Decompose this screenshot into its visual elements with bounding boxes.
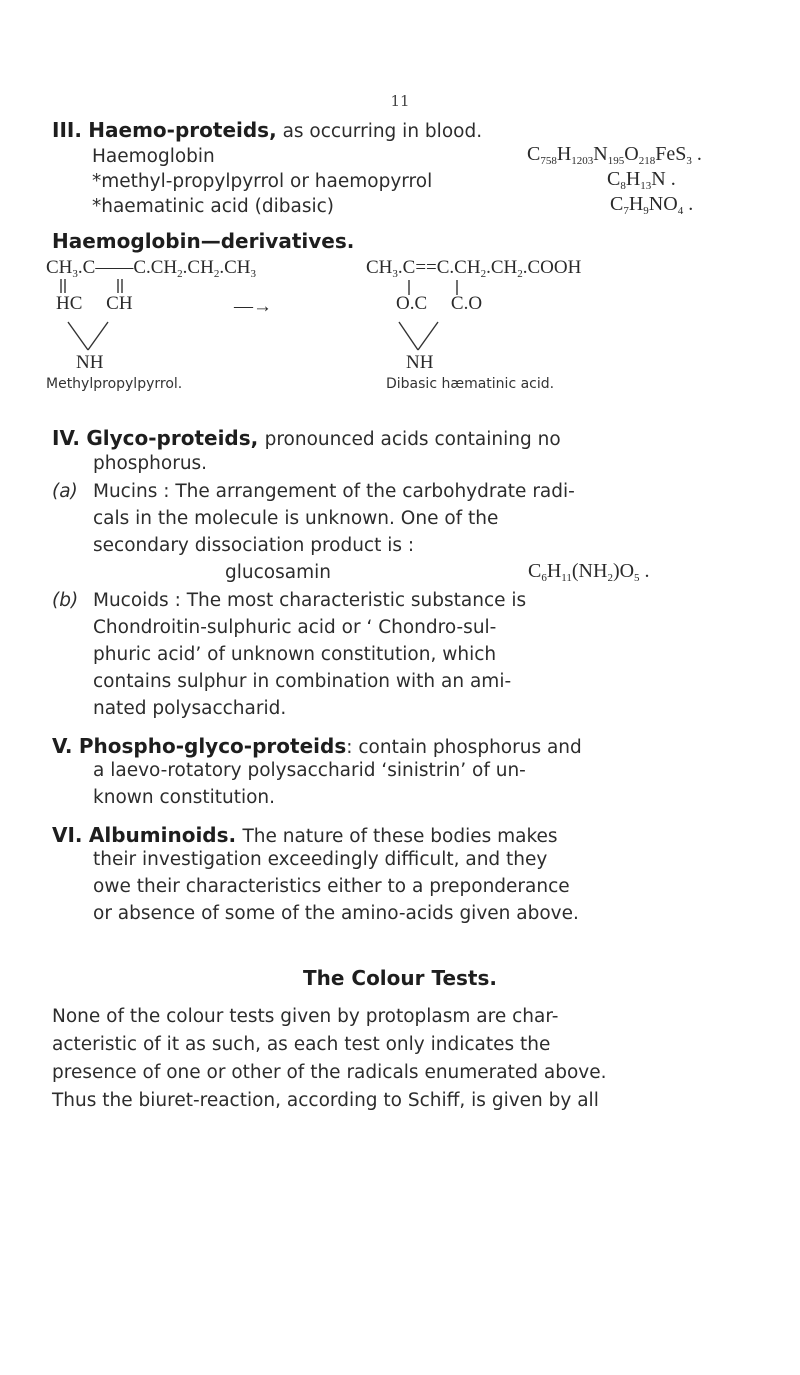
colour-tests-title: The Colour Tests. (302, 966, 497, 990)
haematinic-acid-formula: $C_7H_9NO_4$ . (610, 193, 694, 217)
bond-right-v-1 (399, 322, 418, 350)
section-v-line-2: a laevo-rotatory polysaccharid ‘sinistrin’ of un- (93, 760, 526, 781)
derivatives-heading: Haemoglobin—derivatives. (52, 229, 355, 253)
methylpropylpyrrol-nh: NH (76, 352, 104, 373)
section-v-line-3: known constitution. (93, 787, 276, 808)
haematinic-nh: NH (406, 352, 434, 373)
bond-right-v-2 (418, 322, 438, 350)
methylpropylpyrrol-middle-row: HC CH (56, 293, 133, 314)
colour-tests-line-3: presence of one or other of the radicals enumerated above. (52, 1062, 607, 1083)
mucoids-line-3: phuric acid’ of unknown constitution, which (93, 644, 497, 665)
mucoids-label: (b) (52, 590, 79, 611)
section-iv-line-2: phosphorus. (93, 453, 208, 474)
mucoids-line-1: Mucoids : The most characteristic substance is (93, 590, 527, 611)
section-vi-line-3: owe their characteristics either to a preponderance (93, 876, 570, 897)
glucosamin-name: glucosamin (225, 562, 331, 583)
mucins-line-2: cals in the molecule is unknown. One of the (93, 508, 499, 529)
mucoids-line-5: nated polysaccharid. (93, 698, 287, 719)
section-v-number: V. (52, 734, 73, 758)
colour-tests-line-1: None of the colour tests given by protoplasm are char- (52, 1006, 559, 1027)
section-iii-title: Haemo-proteids, (88, 118, 277, 142)
mucins-line-3: secondary dissociation product is : (93, 535, 415, 556)
haematinic-middle-row: O.C C.O (396, 293, 483, 314)
section-vi-number: VI. (52, 823, 83, 847)
section-v-heading (52, 733, 582, 761)
haemopyrrol-formula: $C_8H_{13}N$ . (607, 168, 676, 192)
section-vi-line-2: their investigation exceedingly difficult, and they (93, 849, 548, 870)
mucoids-line-4: contains sulphur in combination with an ami- (93, 671, 512, 692)
reaction-arrow: —→ (234, 296, 272, 317)
section-vi-line-4: or absence of some of the amino-acids given above. (93, 903, 579, 924)
section-v-line-1: : contain phosphorus and (346, 737, 582, 758)
colour-tests-line-4: Thus the biuret-reaction, according to Schiff, is given by all (52, 1090, 599, 1111)
mucins-label: (a) (52, 481, 78, 502)
mucoids-line-2: Chondroitin-sulphuric acid or ‘ Chondro-sul- (93, 617, 497, 638)
glucosamin-formula: $C_6H_{11}(NH_2)O_5$ . (528, 560, 650, 584)
section-iii-number: III. (52, 118, 82, 142)
section-iv-title: Glyco-proteids, (86, 426, 259, 450)
section-iv-heading (52, 425, 561, 453)
haemopyrrol-name: *methyl-propylpyrrol or haemopyrrol (92, 171, 433, 192)
methylpropylpyrrol-caption: Methylpropylpyrrol. (46, 376, 183, 392)
haematinic-caption: Dibasic hæmatinic acid. (386, 376, 555, 392)
haematinic-acid-name: *haematinic acid (dibasic) (92, 196, 334, 217)
section-iv-line-1: pronounced acids containing no (264, 429, 561, 450)
section-iii-rest: as occurring in blood. (276, 121, 483, 142)
methylpropylpyrrol-top-row: $CH_3.C——C.CH_2.CH_2.CH_3$ (46, 257, 256, 280)
colour-tests-line-2: acteristic of it as such, as each test only indicates the (52, 1034, 551, 1055)
mucins-line-1: Mucins : The arrangement of the carbohydrate radi- (93, 481, 575, 502)
section-iv-number: IV. (52, 426, 80, 450)
bond-left-v-2 (88, 322, 108, 350)
page-number: 11 (390, 92, 410, 110)
section-vi-title: Albuminoids. (88, 823, 237, 847)
haemoglobin-formula: $C_{758}H_{1203}N_{195}O_{218}FeS_3$ . (527, 143, 702, 167)
section-vi-heading (52, 822, 558, 850)
section-vi-line-1: The nature of these bodies makes (242, 826, 558, 847)
bond-left-v-1 (68, 322, 88, 350)
haematinic-top-row: $CH_3.C==C.CH_2.CH_2.COOH$ (366, 257, 582, 280)
haemoglobin-name: Haemoglobin (92, 146, 215, 167)
section-v-title: Phospho-glyco-proteids (78, 734, 347, 758)
